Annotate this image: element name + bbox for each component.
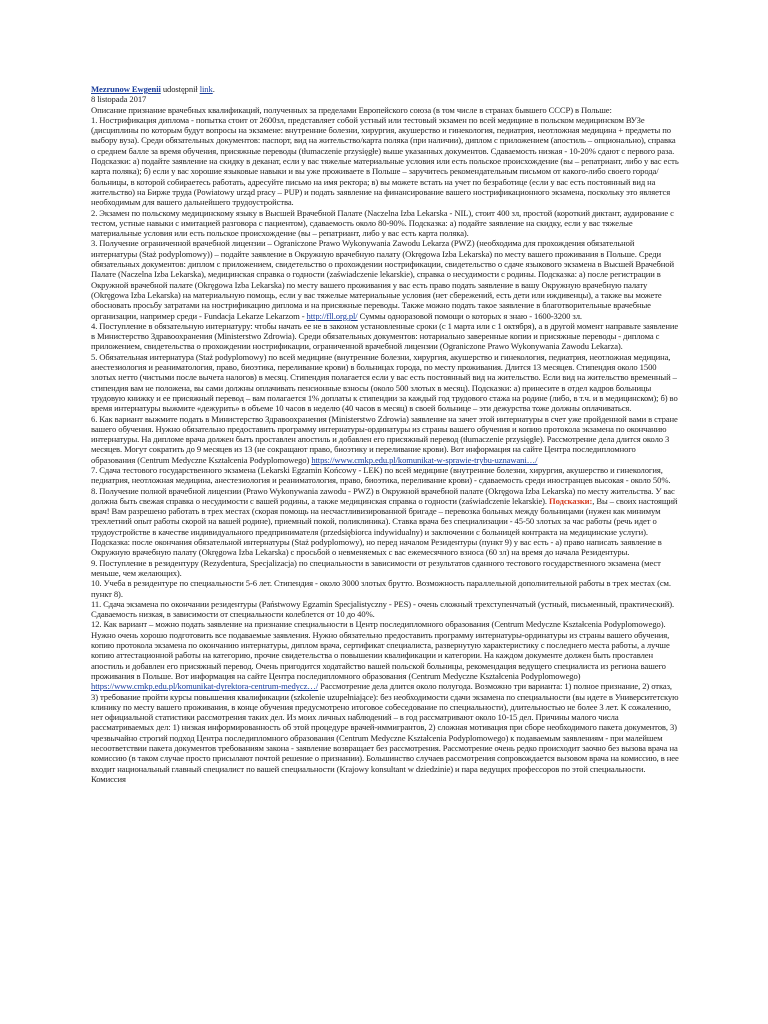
document-page: [91, 84, 679, 784]
shared-text: udostępnił: [162, 84, 198, 94]
paragraph-12: [91, 619, 679, 784]
fll-link[interactable]: http://fll.org.pl/: [306, 310, 358, 321]
author-link[interactable]: Mezrunow Ewgenii: [91, 84, 161, 94]
paragraph-6-text: 6. Как вариант выжмите подать в Министерство Здравоохранения (Ministerstwo Zdrowia) заявление на зачет этой интернатуры в счет уже пройденной вами в стране вашего обучения. Нужно обязательно предоставить программу интернатуры-ординатуры из страны вашего обучения и копию протокола экзамена по окончанию интернатуры. На дипломе врача должен быть проставлен апостиль и добавлен его присяжный перевод (tłumaczenie przysięgłe). Рассмотрение дела длится около 3 месяцев. Могут сократить до 9 месяцев из 13 (не сокращают право, биоэтику и переливание крови). Вот информация на сайте Центра последипломного образования (Centrum Medyczne Kształcenia Podyplomowego): [91, 413, 678, 465]
paragraph-8-text-a: 8. Получение полной врачебной лицензии (Prawo Wykonywania zawodu - PWZ) в Окружной врачебной палате (Okręgowa Izba Lekarska) по месту жительства. У вас должна быть свежая справка о несудимости с вашей родины, а также медицинская справка о годности (zaświadczenie lekarskie).: [91, 485, 675, 506]
paragraph-3-text: 3. Получение ограниченной врачебной лицензии – Ograniczone Prawo Wykonywania Zawodu Lekarza (PWZ) (необходима для прохождения обязательной интернатуры (Staż podyplomowy)) – подайте заявление в Окружную врачебную палату (Okręgowa Izba Lekarska) по месту вашего проживания в Польше. Среди обязательных документов: диплом с приложением, свидетельство о прохождении нострификации, свидетельство о сдаче языкового экзамена в Высшей Врачебной Палате (Naczelna Izba Lekarska), медицинская справка о годности (zaświadczenie lekarskie), справка о несудимости с родины. Подсказка: а) после регистрации в Окружной врачебной палате (Okręgowa Izba Lekarska) по месту вашего проживания у вас есть право подать заявление в вашу Окружную врачебную палату (Okręgowa Izba Lekarska) на материальную помощь, если у вас тяжелые материальные условия (нет сбережений, есть дети или иждивенцы), а также вы можете обосновать просьбу затратами на нострификацию диплома и на присяжные переводы. Также можно подать такое заявление в благотворительные врачебные организации, например среди - Fundacja Lekarze Lekarzom -: [91, 238, 674, 321]
paragraph-8-text-b: , Вы – своих настоящий врач! Вам разрешено работать в трех местах (скорая помощь на несчастливизированной бригаде – перевозка больных между больницами (нужен как минимум трехлетний опыт работы скорой на вашей родине), приемный покой, поликлиника). Ставка врача без специализации - 45-50 злотых за час работы (речь идет о трудоустройстве в качестве индивидуального предпринимателя (przedsiębiorca indywidualny) и заключении с больницей контракта на медицинские услуги). Подсказка: после окончания обязательной интернатуры (Staż podyplomowy), но перед началом Резидентуры (пункт 9) у вас есть - а) право написать заявление в Окружную врачебную палату (Okręgowa Izba Lekarska) с просьбой о невменяемых с вас ежемесячного взноса (60 зл) на время до начала Резидентуры.: [91, 495, 678, 558]
hint-highlight: Подсказки:: [549, 495, 593, 506]
shared-link[interactable]: link: [199, 84, 213, 94]
paragraph-8: [91, 486, 679, 558]
intro-paragraph: Описание признание врачебных квалификаций, полученных за пределами Европейского союза (в том числе в странах бывшего СССР) в Польше:: [91, 104, 612, 115]
paragraph-1: 1. Нострификация диплома - попытка стоит от 2600зл, представляет собой устный или тестовый экзамен по всей медицине в польском медицинском ВУЗе (дисциплины по которым будут вопросы на экзамене: внутренние болезни, хирургия, акушерство и гинекология, педиатрия, неотложная медицина + предметы по выбору вуза). Среди обязательных документов: паспорт, вид на жительство/карта поляка (при наличии), диплом с приложением (апостиль – опционально), справка о среднем балле за время обучения, присяжные переводы (tłumaczenie przysięgłe) выше указанных документов. Сдаваемость низкая - 10-20% сдают с первого раза. Подсказки: а) подайте заявление на скидку в деканат, если у вас тяжелые материальные условия или есть польское происхождение (вы – репатриант, либо у вас есть карта поляка); б) если у вас хорошие языковые навыки и вы уже проживаете в Польше – заручитесь рекомендательным письмом от какого-либо своего города/больницы, в которой собираетесь работать, адресуйте письмо на имя ректора; в) вы можете встать на учет по безработице (если у вас есть постоянный вид на жительство) на Бирже труда (Powiatowy urząd pracy – PUP) и подать заявление на финансирование вашего нострификационного экзамена, поскольку это является необходимым для вашего дальнейшего трудоустройства.: [91, 114, 679, 208]
paragraph-12-tail: Рассмотрение дела длится около полугода. Возможно три варианта: 1) полное признание, 2) отказ, 3) требование пройти курсы повышения квалификации (szkolenie uzupełniające): без необходимости сдачи экзамена по специальности (вы идете в Университетскую клинику по месту вашего проживания, в конце обучения предусмотрено итоговое собеседование по специальности), длительностью не более 3 лет. К сожалению, нет официальной статистики рассмотрения таких дел. Из моих личных наблюдений – в год рассматривают около 10-15 дел. Причины малого числа рассматриваемых дел: 1) низкая информированность об этой процедуре врачей-иммигрантов, 2) сложная мотивация при сборе необходимого пакета документов, 3) чрезвычайно строгий подход Центра последипломного образования (Centrum Medyczne Kształcenia Podyplomowego) к подаваемым заявлениям - при малейшем несоответствии пакета документов требованиям закона - заявление возвращает без рассмотрения. Рассмотрение очень редко происходит заочно без вызова врача на комиссию (в таком случае просто присылают почтой решение о признании). Большинство случаев рассмотрения сопровождается вызовом врача на комиссию, в нее входит национальный главный специалист по вашей специальности (Krajowy konsultant w dziedzinie) и пара ведущих профессоров по этой специальности. Комиссия: [91, 681, 679, 784]
post-header: Mezrunow Ewgenii udostępnił link.: [91, 84, 215, 94]
paragraph-9: 9. Поступление в резидентуру (Rezydentura, Specjalizacja) по специальности в зависимости от результатов сданного тестового государственного экзамена (мест меньше, чем желающих).: [91, 557, 661, 578]
paragraph-3-tail: Суммы одноразовой помощи о которых я знаю - 1600-3200 зл.: [359, 310, 582, 321]
paragraph-6: [91, 414, 679, 465]
paragraph-4: 4. Поступление в обязательную интернатуру: чтобы начать ее не в законом установленные сроки (с 1 марта или с 1 октября), а в другой момент направьте заявление в Министерство Здравоохранения (Ministerstwo Zdrowia). Среди обязательных документов: нотариально заверенные копии и присяжные переводы - диплома с приложением, свидетельства о прохождении нострификации, ограниченной врачебной лицензии (Ograniczone Prawo Wykonywania Zawodu Lekarza).: [91, 320, 679, 352]
paragraph-2: 2. Экзамен по польскому медицинскому языку в Высшей Врачебной Палате (Naczelna Izba Lekarska - NIL), стоит 400 зл, простой (короткий диктант, аудирование с тестом, устные навыки с имитацией разговора с пациентом), сдаваемость около 80-90%. Подсказка: а) подайте заявление на скидку, если у вас тяжелые материальные условия или есть польское происхождение (вы – репатриант, либо у вас есть карта поляка).: [91, 207, 674, 239]
paragraph-11: 11. Сдача экзамена по окончании резидентуры (Państwowy Egzamin Specjalistyczny - PES) - очень сложный трехступенчатый (устный, письменный, практический). Сдаваемость низкая, в зависимости от специальности колеблется от 10 до 40%.: [91, 598, 675, 620]
cmkp-link-2[interactable]: https://www.cmkp.edu.pl/komunikat-dyrektora-centrum-medycz…/: [91, 681, 319, 692]
paragraph-5: 5. Обязательная интернатура (Staż podyplomowy) по всей медицине (внутренние болезни, хирургия, акушерство и гинекология, педиатрия, неотложная медицина, анестезиология и реаниматология, право, биоэтика, переливание крови) в больницах города, по месту проживания. Длится 13 месяцев. Стипендия около 1500 злотых нетто (чистыми после вычета налогов) в месяц. Стипендия полагается если у вас есть постоянный вид на жительство. Если вид на жительство временный – стипендия вам не положена, вы сами должны оплачивать пенсионные взносы (около 500 злотых в месяц). Подсказки: а) принесите в отдел кадров больницы трудовую книжку и ее присяжный перевод – вам полагается 1% доплаты к стипендии за каждый год трудового стажа на родине (либо, в т.ч. и в медицинском); б) во время интернатуры выжмите «дежурить» в объеме 10 часов в неделю (40 часов в месяц) в своей больнице – эти дежурства тоже должны оплачиваться.: [91, 351, 678, 414]
paragraph-12-text: 12. Как вариант – можно подать заявление на признание специальности в Центр последипломного образования (Centrum Medyczne Kształcenia Podyplomowego). Нужно очень хорошо подготовить все подаваемые заявления. Нужно обязательно предоставить программу интернатуры-ординатуры из страны вашего обучения, копию протокола экзамена по окончанию интернатуры, диплом врача, сертификат специалиста, развернутую характеристику с последнего места работы, а лучше копию аттестационной работы на категорию, прочие свидетельства о повышении квалификации и категории. На каждом документе должен быть проставлен апостиль и добавлен его присяжный перевод. Очень пригодится ходатайство вашей польской больницы, рекомендация ведущего специалиста из региона вашего проживания в Польше. Вот информация на сайте Центра последипломного образования (Centrum Medyczne Kształcenia Podyplomowego): [91, 619, 670, 681]
cmkp-link-1[interactable]: https://www.cmkp.edu.pl/komunikat-w-sprawie-trybu-uznawani…/: [311, 454, 538, 465]
paragraph-7: 7. Сдача тестового государственного экзамена (Lekarski Egzamin Końcowy - LEK) по всей медицине (внутренние болезни, хирургия, акушерство и гинекология, педиатрия, неотложная медицина, анестезиология и реаниматология, право, биоэтика, переливание крови) - сдаваемость среди иностранцев высокая - около 50%.: [91, 464, 671, 486]
post-date: 8 listopada 2017: [91, 94, 147, 105]
paragraph-10: 10. Учеба в резидентуре по специальности 5-6 лет. Стипендия - около 3000 злотых брутто. Возможность параллельной дополнительной работы в трех местах (см. пункт 8).: [91, 578, 671, 599]
paragraph-3: [91, 238, 679, 320]
